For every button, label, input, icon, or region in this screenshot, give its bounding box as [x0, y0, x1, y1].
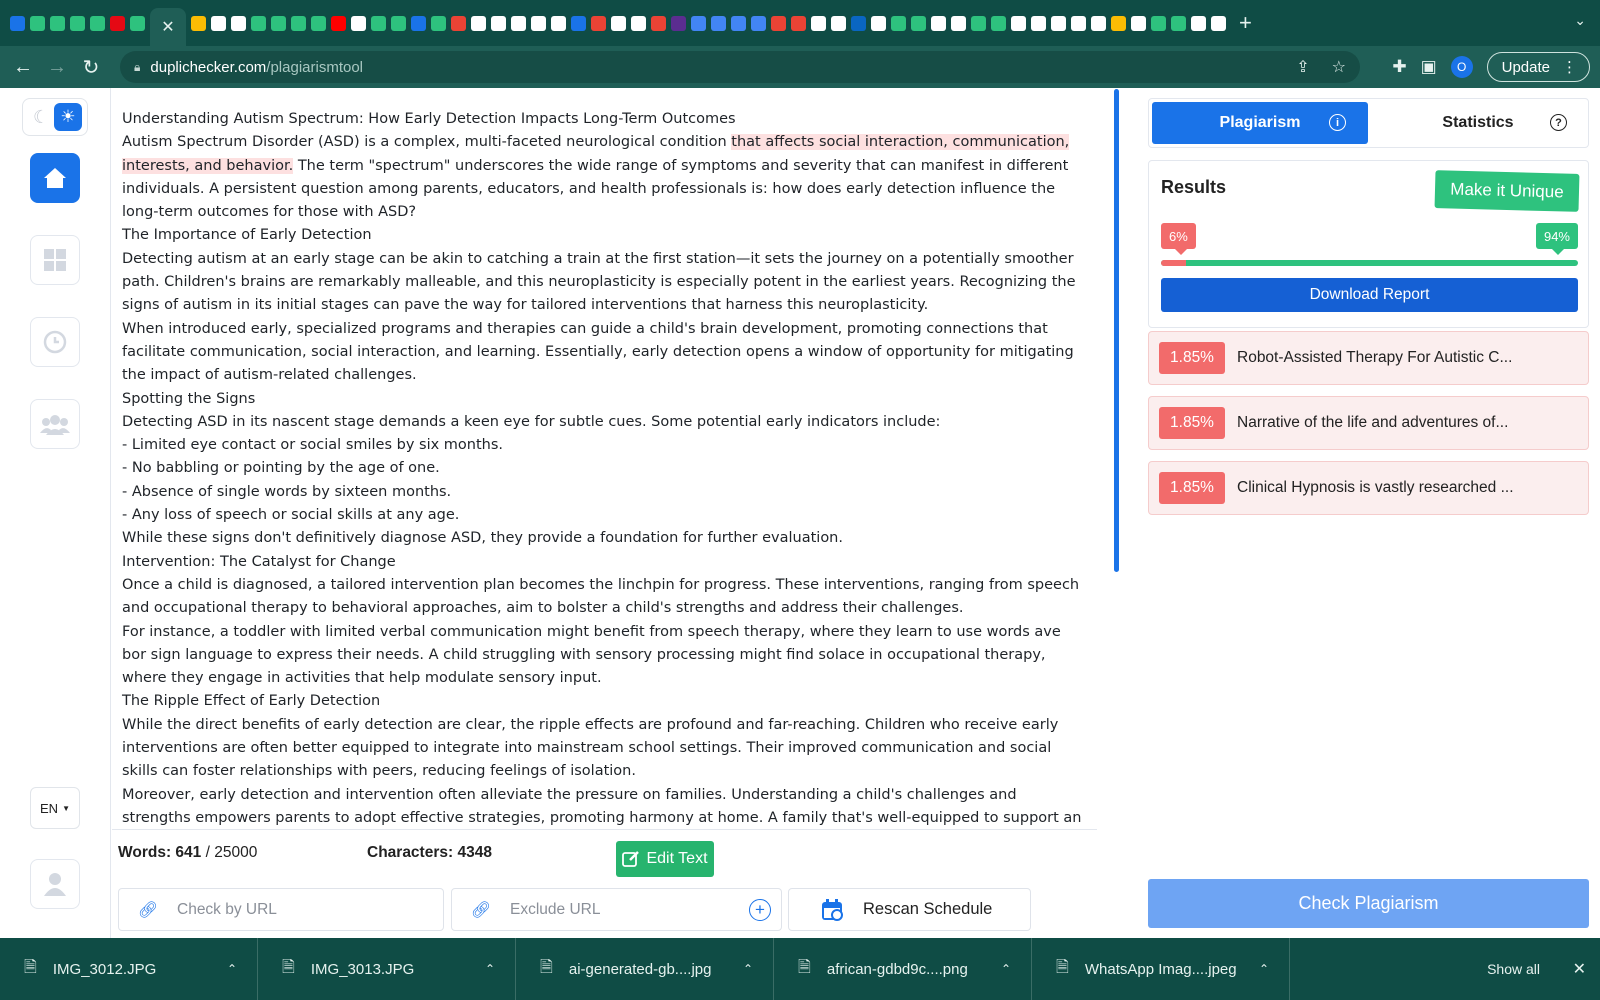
download-filename: african-gdbd9c....png	[826, 960, 968, 978]
tab-favicon-icon[interactable]	[391, 16, 406, 31]
tab-favicon-icon[interactable]	[331, 16, 346, 31]
exclude-url-input[interactable]	[510, 901, 710, 919]
editor-paragraph: Spotting the Signs	[122, 390, 256, 407]
editor-paragraph: The Ripple Effect of Early Detection	[122, 693, 381, 710]
download-item[interactable]	[516, 938, 774, 1000]
tab-favicon-icon[interactable]	[50, 16, 65, 31]
source-match-percent: 1.85%	[1159, 342, 1225, 374]
tab-favicon-icon[interactable]	[851, 16, 866, 31]
extensions-icon[interactable]: ✚	[1392, 57, 1407, 76]
source-match-item[interactable]	[1148, 331, 1589, 385]
result-tabs	[1148, 98, 1589, 148]
info-icon[interactable]: i	[1329, 114, 1346, 131]
url-host: duplichecker.com	[150, 58, 267, 76]
theme-toggle[interactable]	[22, 98, 88, 136]
tab-favicon-icon[interactable]	[691, 16, 706, 31]
chevron-up-icon[interactable]: ⌃	[1000, 962, 1011, 976]
source-match-item[interactable]	[1148, 461, 1589, 515]
tab-favicon-icon[interactable]	[751, 16, 766, 31]
chevron-up-icon[interactable]: ⌃	[742, 962, 753, 976]
tab-favicon-icon[interactable]	[1111, 16, 1126, 31]
unique-percent-badge: 94%	[1536, 223, 1578, 249]
tab-favicon-icon[interactable]	[671, 16, 686, 31]
tab-favicon-icon[interactable]	[1031, 16, 1046, 31]
menu-kebab-icon[interactable]: ⋮	[1562, 59, 1577, 76]
tab-close-icon[interactable]: ✕	[161, 19, 175, 36]
tab-favicon-icon[interactable]	[1051, 16, 1066, 31]
tab-favicon-icon[interactable]	[411, 16, 426, 31]
tab-favicon-icon[interactable]	[471, 16, 486, 31]
download-shelf	[0, 938, 1600, 1000]
share-icon[interactable]: ⇪	[1296, 59, 1310, 76]
user-icon	[44, 872, 66, 896]
language-value: EN	[40, 800, 59, 816]
left-sidebar	[0, 88, 111, 938]
results-panel	[1119, 88, 1600, 938]
tab-statistics[interactable]	[1369, 102, 1587, 144]
editor-paragraph: Understanding Autism Spectrum: How Early Detection Impacts Long-Term Outcomes	[122, 111, 736, 127]
update-button[interactable]	[1487, 52, 1590, 82]
tab-favicon-icon[interactable]	[231, 16, 246, 31]
tab-favicon-icon[interactable]	[871, 16, 886, 31]
editor-paragraph: - No babbling or pointing by the age of one.	[122, 460, 440, 477]
download-item[interactable]	[0, 938, 258, 1000]
account-button[interactable]	[30, 859, 80, 909]
tab-plagiarism[interactable]	[1152, 102, 1368, 144]
tab-favicon-icon[interactable]	[591, 16, 606, 31]
editor-paragraph: Once a child is diagnosed, a tailored intervention plan becomes the linchpin for progress. These interventions, ranging from speech and occupational therapy to behavioral approaches, aim to bolster a child's strengths and address their challenges.	[122, 576, 1080, 617]
tab-favicon-icon[interactable]	[931, 16, 946, 31]
source-match-percent: 1.85%	[1159, 407, 1225, 439]
update-label: Update	[1501, 58, 1550, 76]
tab-favicon-icon[interactable]	[511, 16, 526, 31]
history-icon	[42, 329, 68, 355]
word-count: Words: 641 / 25000	[118, 844, 258, 861]
tab-statistics-label: Statistics	[1442, 114, 1514, 131]
show-all-downloads-link[interactable]: Show all	[1487, 961, 1540, 977]
tab-favicon-icon[interactable]	[1011, 16, 1026, 31]
file-icon: 🗎	[798, 958, 811, 976]
editor-paragraph: The Importance of Early Detection	[122, 227, 372, 244]
tab-favicon-icon[interactable]	[611, 16, 626, 31]
editor-paragraph: - Any loss of speech or social skills at any age.	[122, 507, 460, 524]
source-match-title: Narrative of the life and adventures of...	[1237, 414, 1509, 431]
source-match-item[interactable]	[1148, 396, 1589, 450]
url-path: /plagiarismtool	[266, 58, 364, 76]
tab-favicon-icon[interactable]	[911, 16, 926, 31]
tab-favicon-icon[interactable]	[891, 16, 906, 31]
back-icon[interactable]: ←	[13, 55, 33, 78]
file-icon: 🗎	[1056, 958, 1069, 976]
active-tab[interactable]	[150, 8, 186, 46]
plagiarism-progress-bar	[1161, 260, 1578, 266]
download-filename: WhatsApp Imag....jpeg	[1084, 960, 1237, 978]
tab-favicon-icon[interactable]	[1191, 16, 1206, 31]
exclude-url-field[interactable]	[451, 888, 782, 931]
tab-favicon-icon[interactable]	[551, 16, 566, 31]
edit-text-label: Edit Text	[646, 850, 708, 867]
tab-search-icon[interactable]: ⌄	[1574, 12, 1586, 28]
tab-favicon-icon[interactable]	[771, 16, 786, 31]
editor-paragraph: When introduced early, specialized programs and therapies can guide a child's brain development, promoting connections that facilitate communication, social interaction, and learning. Essentially, early detection opens a window of opportunity for mitigating the impact of autism-related challenges.	[122, 320, 1074, 384]
bookmark-star-icon[interactable]: ☆	[1331, 59, 1346, 76]
tab-favicon-icon[interactable]	[1151, 16, 1166, 31]
tab-favicon-icon[interactable]	[291, 16, 306, 31]
download-item[interactable]	[258, 938, 516, 1000]
tab-favicon-icon[interactable]	[371, 16, 386, 31]
source-match-title: Robot-Assisted Therapy For Autistic C...	[1237, 349, 1513, 366]
tab-favicon-icon[interactable]	[90, 16, 105, 31]
help-icon[interactable]: ?	[1550, 114, 1567, 131]
tab-plagiarism-label: Plagiarism	[1219, 114, 1301, 131]
tab-favicon-icon[interactable]	[651, 16, 666, 31]
tab-favicon-icon[interactable]	[1131, 16, 1146, 31]
download-report-button[interactable]: Download Report	[1161, 278, 1578, 312]
source-match-title: Clinical Hypnosis is vastly researched ...	[1237, 479, 1514, 496]
tab-favicon-icon[interactable]	[951, 16, 966, 31]
text-editor[interactable]	[112, 88, 1097, 830]
chevron-up-icon[interactable]: ⌃	[484, 962, 495, 976]
lock-icon: 🔒︎	[134, 59, 141, 74]
download-item[interactable]	[774, 938, 1032, 1000]
tab-favicon-icon[interactable]	[1091, 16, 1106, 31]
file-icon: 🗎	[282, 958, 295, 976]
check-url-input[interactable]	[177, 901, 377, 919]
profile-avatar[interactable]: O	[1451, 56, 1473, 78]
calendar-icon	[821, 898, 845, 922]
editor-paragraph: Detecting autism at an early stage can be akin to catching a train at the first station—it sets the journey on a potentially smoother path. Children's brains are remarkably malleable, and this neuroplasticity is especially potent in the earliest years. Recognizing the signs of autism in its initial stages can pave the way for tailored interventions that harness this neuroplasticity.	[122, 250, 1076, 314]
moon-icon[interactable]: ☾	[33, 106, 50, 127]
dashboard-button[interactable]	[30, 235, 80, 285]
tab-favicon-icon[interactable]	[971, 16, 986, 31]
download-filename: IMG_3012.JPG	[52, 960, 157, 978]
close-icon[interactable]: ✕	[1572, 961, 1586, 978]
new-tab-button[interactable]: +	[1239, 10, 1252, 35]
tab-favicon-icon[interactable]	[991, 16, 1006, 31]
home-icon	[43, 167, 67, 189]
download-item[interactable]	[1032, 938, 1290, 1000]
editor-paragraph: - Absence of single words by sixteen months.	[122, 483, 452, 500]
tab-favicon-icon[interactable]	[531, 16, 546, 31]
tab-favicon-icon[interactable]	[831, 16, 846, 31]
tab-favicon-icon[interactable]	[191, 16, 206, 31]
tab-favicon-icon[interactable]	[1211, 16, 1226, 31]
editor-paragraph: - Limited eye contact or social smiles by six months.	[122, 437, 504, 454]
tab-favicon-icon[interactable]	[731, 16, 746, 31]
editor-paragraph: For instance, a toddler with limited verbal communication might benefit from speech therapy, where they learn to use words ave bor sign language to express their needs. A child struggling with sensory processing might find solace in occupational therapy, where they engage in activities that help modulate sensory input.	[122, 623, 1061, 687]
tab-favicon-icon[interactable]	[451, 16, 466, 31]
rescan-label: Rescan Schedule	[863, 900, 993, 918]
plagiarized-highlight[interactable]: that affects social interaction, communication, interests, and behavior.	[122, 134, 1070, 174]
tab-favicon-icon[interactable]	[351, 16, 366, 31]
team-button[interactable]	[30, 399, 80, 449]
tab-favicon-icon[interactable]	[311, 16, 326, 31]
tab-favicon-icon[interactable]	[130, 16, 145, 31]
editor-paragraph: Autism Spectrum Disorder (ASD) is a complex, multi-faceted neurological condition that affects social interaction, communication, interests, and behavior. The term "spectrum" underscores the wide range of symptoms and severity that can manifest in different individuals. A persistent question among parents, educators, and health professionals is: how does early detection influence the long-term outcomes for those with ASD?	[122, 134, 1070, 221]
browser-tab-strip	[0, 0, 1600, 46]
language-select[interactable]	[30, 787, 80, 829]
tab-favicon-icon[interactable]	[811, 16, 826, 31]
text-stats	[118, 842, 492, 864]
tab-favicon-icon[interactable]	[271, 16, 286, 31]
tab-favicon-icon[interactable]	[10, 16, 25, 31]
editor-paragraph: While the direct benefits of early detection are clear, the ripple effects are profound and far-reaching. Children who receive early interventions are often better equipped to integrate into mainstream school settings. Their improved communication and social skills can foster relationships with peers, reducing feelings of isolation.	[122, 716, 1059, 780]
add-url-icon[interactable]: +	[749, 899, 771, 921]
rescan-schedule-button[interactable]	[788, 888, 1031, 931]
home-button[interactable]	[30, 153, 80, 203]
tab-favicon-icon[interactable]	[110, 16, 125, 31]
address-bar[interactable]	[120, 51, 1360, 83]
plagiarism-percent-badge: 6%	[1161, 223, 1196, 249]
tab-favicon-icon[interactable]	[30, 16, 45, 31]
source-match-percent: 1.85%	[1159, 472, 1225, 504]
file-icon: 🗎	[24, 958, 37, 976]
history-button[interactable]	[30, 317, 80, 367]
side-panel-icon[interactable]: ▣	[1420, 57, 1437, 76]
tab-favicon-icon[interactable]	[711, 16, 726, 31]
grid-icon	[44, 249, 66, 271]
link-icon: 🔗︎	[470, 901, 492, 919]
results-title: Results	[1161, 177, 1227, 197]
reload-icon[interactable]: ↻	[82, 56, 100, 79]
character-count: Characters: 4348	[367, 844, 492, 861]
users-icon	[40, 413, 70, 435]
tab-favicon-icon[interactable]	[1171, 16, 1186, 31]
tab-favicon-icon[interactable]	[571, 16, 586, 31]
sun-icon[interactable]: ☀	[54, 103, 82, 131]
forward-icon[interactable]: →	[47, 55, 67, 78]
browser-toolbar	[0, 46, 1600, 88]
tab-favicon-icon[interactable]	[491, 16, 506, 31]
tab-favicon-icon[interactable]	[791, 16, 806, 31]
tab-favicon-icon[interactable]	[631, 16, 646, 31]
make-unique-button[interactable]: Make it Unique	[1435, 170, 1580, 212]
check-plagiarism-button[interactable]: Check Plagiarism	[1148, 879, 1589, 928]
results-card	[1148, 160, 1589, 328]
download-filename: ai-generated-gb....jpg	[568, 960, 712, 978]
tab-favicon-icon[interactable]	[70, 16, 85, 31]
download-filename: IMG_3013.JPG	[310, 960, 415, 978]
chevron-up-icon[interactable]: ⌃	[226, 962, 237, 976]
editor-paragraph: While these signs don't definitively diagnose ASD, they provide a foundation for further evaluation.	[122, 530, 843, 547]
edit-icon	[622, 850, 640, 868]
tab-favicon-icon[interactable]	[1071, 16, 1086, 31]
editor-paragraph: Intervention: The Catalyst for Change	[122, 553, 396, 570]
tab-favicon-icon[interactable]	[431, 16, 446, 31]
tab-favicon-icon[interactable]	[251, 16, 266, 31]
editor-paragraph: Moreover, early detection and intervention often alleviate the pressure on families. Understanding a child's challenges and strengths empowers parents to adopt effective strategies, promoting harmony at home. A family that's well-equipped to support an	[122, 786, 1082, 826]
plagiarism-bar-fill	[1161, 260, 1186, 266]
tab-favicon-icon[interactable]	[211, 16, 226, 31]
caret-down-icon: ▼	[62, 803, 70, 813]
edit-text-button[interactable]	[616, 841, 714, 877]
link-icon: 🔗︎	[137, 901, 159, 919]
check-url-field[interactable]	[118, 888, 444, 931]
chevron-up-icon[interactable]: ⌃	[1258, 962, 1269, 976]
editor-paragraph: Detecting ASD in its nascent stage demands a keen eye for subtle cues. Some potential early indicators include:	[122, 413, 941, 430]
file-icon: 🗎	[540, 958, 553, 976]
